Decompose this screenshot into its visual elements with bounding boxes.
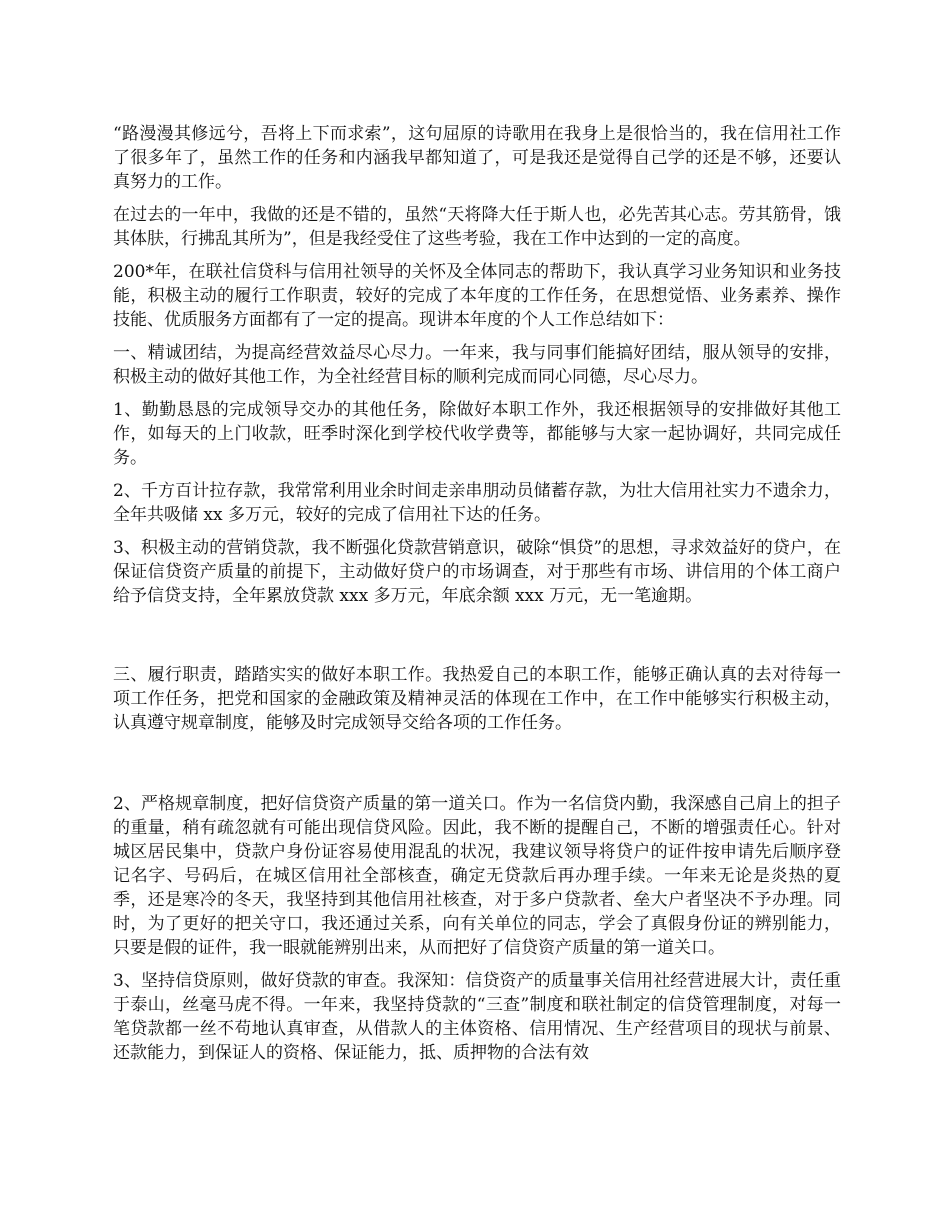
- paragraph-past-year: 在过去的一年中，我做的还是不错的，虽然“天将降大任于斯人也，必先苦其心志。劳其筋骨，饿其体肤，行拂乱其所为”，但是我经受住了这些考验，我在工作中达到的一定的高度。: [113, 205, 841, 249]
- paragraph-credit-item-3: 3、坚持信贷原则，做好贷款的审查。我深知：信贷资产的质量事关信用社经营进展大计，责任重于泰山，丝毫马虎不得。一年来，我坚持贷款的“三查”制度和联社制定的信贷管理制度，对每一笔贷款都一丝不苟地认真审查，从借款人的主体资格、信用情况、生产经营项目的现状与前景、还款能力，到保证人的资格、保证能力，抵、质押物的合法有效: [113, 971, 841, 1063]
- paragraph-intro-quote: “路漫漫其修远兮，吾将上下而求索”，这句屈原的诗歌用在我身上是很恰当的，我在信用社工作了很多年了，虽然工作的任务和内涵我早都知道了，可是我还是觉得自己学的还是不够，还要认真努力的工作。: [113, 124, 841, 192]
- paragraph-item-2: 2、千方百计拉存款，我常常利用业余时间走亲串朋动员储蓄存款，为壮大信用社实力不遗余力，全年共吸储 xx 多万元，较好的完成了信用社下达的任务。: [113, 481, 841, 525]
- paragraph-item-3: 3、积极主动的营销贷款，我不断强化贷款营销意识，破除“惧贷”的思想，寻求效益好的贷户，在保证信贷资产质量的前提下，主动做好贷户的市场调查，对于那些有市场、讲信用的个体工商户给予信贷支持，全年累放贷款 xxx 多万元，年底余额 xxx 万元，无一笔逾期。: [113, 538, 841, 606]
- paragraph-summary-intro: 200*年，在联社信贷科与信用社领导的关怀及全体同志的帮助下，我认真学习业务知识和业务技能，积极主动的履行工作职责，较好的完成了本年度的工作任务，在思想觉悟、业务素养、操作技能、优质服务方面都有了一定的提高。现讲本年度的个人工作总结如下：: [113, 262, 841, 330]
- paragraph-item-1: 1、勤勤恳恳的完成领导交办的其他任务，除做好本职工作外，我还根据领导的安排做好其他工作，如每天的上门收款，旺季时深化到学校代收学费等，都能够与大家一起协调好，共同完成任务。: [113, 400, 841, 468]
- paragraph-rules-item-2: 2、严格规章制度，把好信贷资产质量的第一道关口。作为一名信贷内勤，我深感自己肩上的担子的重量，稍有疏忽就有可能出现信贷风险。因此，我不断的提醒自己，不断的增强责任心。针对城区居民集中，贷款户身份证容易使用混乱的状况，我建议领导将贷户的证件按申请先后顺序登记名字、号码后，在城区信用社全部核查，确定无贷款后再办理手续。一年来无论是炎热的夏季，还是寒冷的冬天，我坚持到其他信用社核查，对于多户贷款者、垒大户者坚决不予办理。同时，为了更好的把关守口，我还通过关系，向有关单位的同志，学会了真假身份证的辨别能力，只要是假的证件，我一眼就能辨别出来，从而把好了信贷资产质量的第一道关口。: [113, 794, 841, 958]
- paragraph-section-three: 三、履行职责，踏踏实实的做好本职工作。我热爱自己的本职工作，能够正确认真的去对待每一项工作任务，把党和国家的金融政策及精神灵活的体现在工作中，在工作中能够实行积极主动，认真遵守规章制度，能够及时完成领导交给各项的工作任务。: [113, 665, 841, 733]
- paragraph-section-one: 一、精诚团结，为提高经营效益尽心尽力。一年来，我与同事们能搞好团结，服从领导的安排，积极主动的做好其他工作，为全社经营目标的顺利完成而同心同德，尽心尽力。: [113, 343, 841, 387]
- document-page: [113, 122, 841, 1074]
- blank-gap: [113, 744, 841, 792]
- blank-gap: [113, 617, 841, 663]
